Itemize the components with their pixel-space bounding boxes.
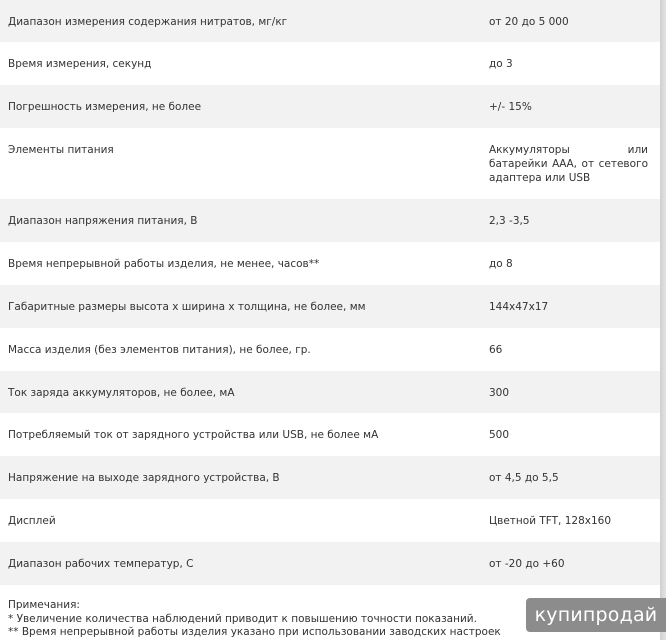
table-row [0,499,660,542]
spec-param: Габаритные размеры высота х ширина х толщина, не более, мм [0,285,481,328]
table-row [0,456,660,499]
table-row [0,328,660,371]
spec-param: Время непрерывной работы изделия, не менее, часов** [0,242,481,285]
note-line: * Увеличение количества наблюдений приводит к повышению точности показаний. [8,612,477,625]
table-row [0,42,660,85]
table-row [0,285,660,328]
spec-param: Масса изделия (без элементов питания), не более, гр. [0,328,481,371]
spec-value: +/- 15% [481,85,660,128]
spec-param: Время измерения, секунд [0,42,481,85]
notes-title: Примечания: [8,599,80,611]
page-edge-shadow [660,0,666,640]
spec-param: Диапазон рабочих температур, С [0,542,481,585]
table-row [0,128,660,199]
note-line: ** Время непрерывной работы изделия указано при использовании заводских настроек [8,626,501,638]
spec-value: Цветной TFT, 128х160 [481,499,660,542]
spec-param: Напряжение на выходе зарядного устройства, В [0,456,481,499]
table-row [0,413,660,456]
spec-value: от -20 до +60 [481,542,660,585]
spec-value: от 20 до 5 000 [481,0,660,42]
table-row [0,199,660,242]
spec-param: Дисплей [0,499,481,542]
spec-value: Аккумуляторы или батарейки ААА, от сетевого адаптера или USB [481,128,660,199]
spec-value: 500 [481,413,660,456]
table-row [0,242,660,285]
table-row [0,542,660,585]
spec-param: Ток заряда аккумуляторов, не более, мА [0,371,481,413]
watermark-logo: купипродай [526,598,666,632]
spec-value: 2,3 -3,5 [481,199,660,242]
spec-param: Потребляемый ток от зарядного устройства или USB, не более мА [0,413,481,456]
spec-value: до 3 [481,42,660,85]
spec-param: Диапазон измерения содержания нитратов, мг/кг [0,0,481,42]
spec-param: Элементы питания [0,128,481,199]
spec-param: Погрешность измерения, не более [0,85,481,128]
spec-value: до 8 [481,242,660,285]
spec-value: 300 [481,371,660,413]
table-row [0,371,660,413]
spec-param: Диапазон напряжения питания, В [0,199,481,242]
spec-value: 144х47х17 [481,285,660,328]
spec-value: от 4,5 до 5,5 [481,456,660,499]
table-row [0,0,660,42]
table-row [0,85,660,128]
spec-value: 66 [481,328,660,371]
